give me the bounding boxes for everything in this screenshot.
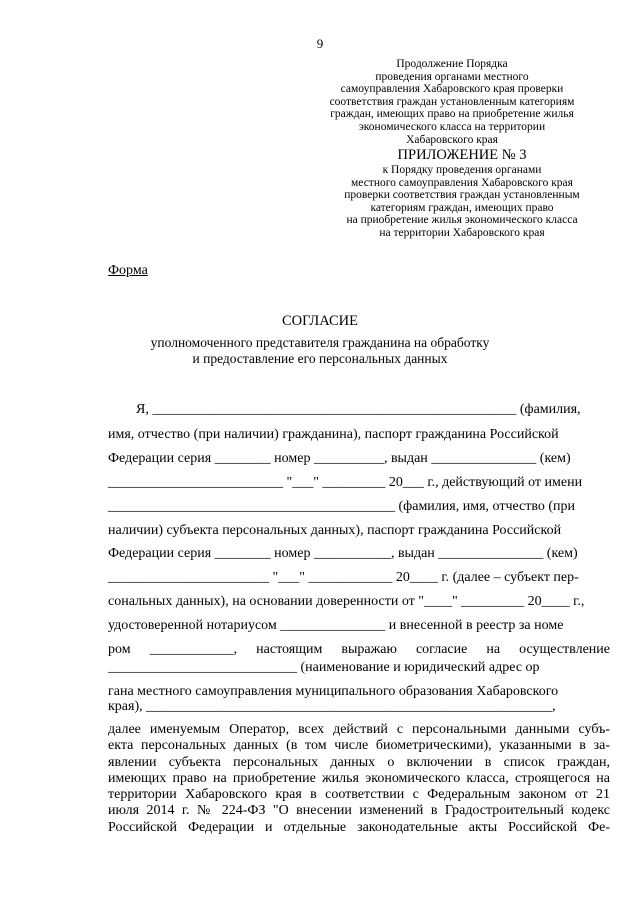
body-line: Федерации серия ________ номер __________, выдан _______________ (кем)	[108, 451, 571, 466]
subtitle-line: и предоставление его персональных данных	[192, 350, 448, 366]
body-line: Я, ____________________________________________________ (фамилия,	[108, 402, 581, 417]
body-line: наличии) субъекта персональных данных), паспорт гражданина Российской	[108, 523, 562, 538]
document-subtitle	[0, 335, 640, 366]
header-line: экономического класса на территории	[358, 120, 546, 133]
appendix-title: ПРИЛОЖЕНИЕ № 3	[397, 147, 527, 163]
body-line: Федерации серия ________ номер ___________, выдан _______________ (кем)	[108, 546, 578, 561]
body-line: ром ____________, настоящим выражаю согласие на осуществление	[108, 642, 610, 657]
body-line: края), __________________________________________________________,	[108, 699, 556, 714]
appendix-line: на территории Хабаровского края	[379, 226, 545, 239]
paragraph-line: явлении субъекта персональных данных о включении в список граждан,	[108, 754, 610, 770]
body-line: ___________________________ (наименование и юридический адрес ор	[108, 660, 540, 675]
body-line: _________________________________________ (фамилия, имя, отчество (при	[108, 499, 576, 514]
header-line: соответствия граждан установленным категориям	[329, 95, 575, 108]
header-line: граждан, имеющих право на приобретение жилья	[330, 108, 574, 121]
paragraph-line: далее именуемым Оператор, всех действий с персональными данными субъ-	[108, 722, 610, 737]
page-number: 9	[316, 36, 324, 51]
body-line: удостоверенной нотариусом _______________ и внесенной в реестр за номе	[108, 618, 564, 633]
appendix-line: категориям граждан, имеющих право	[370, 201, 554, 214]
appendix-block	[317, 147, 607, 240]
appendix-line: проверки соответствия граждан установленным	[344, 189, 580, 202]
body-line: гана местного самоуправления муниципального образования Хабаровского	[108, 684, 559, 699]
paragraph-line: имеющих право на приобретение жилья экономического класса, строящегося на	[108, 770, 610, 786]
header-line: проведения органами местного	[375, 70, 529, 83]
appendix-line: на приобретение жилья экономического класса	[346, 214, 578, 227]
body-line: _______________________ "___" ____________ 20____ г. (далее – субъект пер-	[108, 570, 579, 585]
paragraph-line: территории Хабаровского края в соответствии с Федеральным законом от 21	[108, 787, 610, 803]
header-continuation-block	[317, 58, 587, 146]
consent-paragraph	[108, 722, 610, 836]
header-line: Хабаровского края	[406, 133, 498, 146]
header-line: Продолжение Порядка	[396, 58, 508, 70]
body-line: имя, отчество (при наличии) гражданина), паспорт гражданина Российской	[108, 427, 559, 442]
paragraph-line: екта персональных данных (в том числе биометрическими), указанными в за-	[108, 738, 610, 754]
paragraph-line: Российской Федерации и отдельные законодательные акты Российской Фе-	[108, 819, 610, 835]
appendix-line: местного самоуправления Хабаровского края	[351, 176, 573, 189]
paragraph-line: июля 2014 г. № 224-ФЗ "О внесении изменений в Градостроительный кодекс	[108, 803, 610, 819]
header-line: самоуправления Хабаровского края проверки	[340, 83, 564, 96]
subtitle-line: уполномоченного представителя гражданина на обработку	[150, 335, 490, 350]
body-line: _________________________ "___" _________ 20___ г., действующий от имени	[108, 475, 583, 490]
body-line: сональных данных), на основании доверенности от "____" _________ 20____ г.,	[108, 594, 585, 609]
document-title: СОГЛАСИЕ	[281, 313, 359, 329]
appendix-line: к Порядку проведения органами	[382, 164, 542, 176]
form-label: Форма	[108, 263, 148, 278]
